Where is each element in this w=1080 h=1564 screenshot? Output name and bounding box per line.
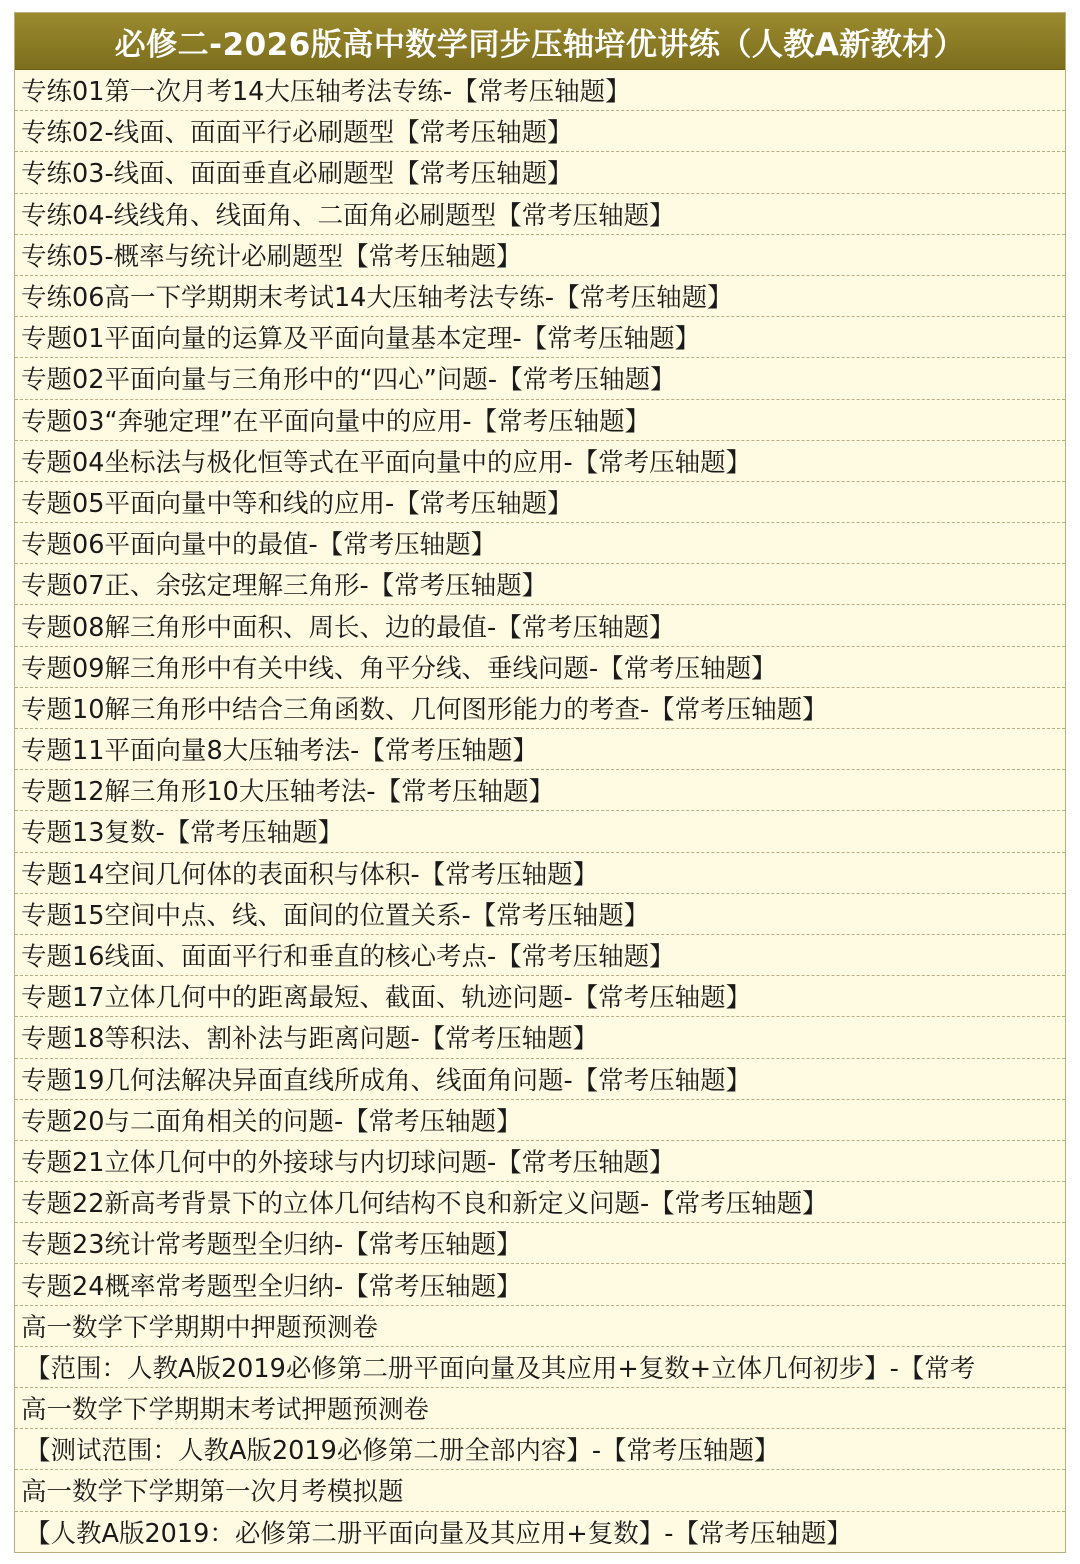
document-title: 必修二-2026版高中数学同步压轴培优讲练（人教A新教材） [15,13,1065,70]
list-item: 专题10解三角形中结合三角函数、几何图形能力的考查-【常考压轴题】 [15,688,1065,729]
list-item: 专题13复数-【常考压轴题】 [15,811,1065,852]
list-item: 高一数学下学期第一次月考模拟题 [15,1470,1065,1511]
list-item: 专题08解三角形中面积、周长、边的最值-【常考压轴题】 [15,605,1065,646]
list-item: 高一数学下学期期末考试押题预测卷 [15,1388,1065,1429]
list-item: 专题15空间中点、线、面间的位置关系-【常考压轴题】 [15,894,1065,935]
list-item: 【人教A版2019：必修第二册平面向量及其应用+复数】-【常考压轴题】 [25,1519,852,1550]
list-item: 专题01平面向量的运算及平面向量基本定理-【常考压轴题】 [15,317,1065,358]
list-item: 专题19几何法解决异面直线所成角、线面角问题-【常考压轴题】 [15,1059,1065,1100]
list-item: 专题03“奔驰定理”在平面向量中的应用-【常考压轴题】 [15,400,1065,441]
list-item: 专题06平面向量中的最值-【常考压轴题】 [15,523,1065,564]
list-item: 专题09解三角形中有关中线、角平分线、垂线问题-【常考压轴题】 [15,647,1065,688]
list-item: 专题22新高考背景下的立体几何结构不良和新定义问题-【常考压轴题】 [15,1182,1065,1223]
list-item: 高一数学下学期期中押题预测卷 [15,1306,1065,1347]
item-list [15,70,1065,1553]
list-item: 专题11平面向量8大压轴考法-【常考压轴题】 [15,729,1065,770]
list-item: 专题21立体几何中的外接球与内切球问题-【常考压轴题】 [15,1141,1065,1182]
list-item: 专题07正、余弦定理解三角形-【常考压轴题】 [15,564,1065,605]
list-item: 专题24概率常考题型全归纳-【常考压轴题】 [15,1264,1065,1305]
list-item: 专题12解三角形10大压轴考法-【常考压轴题】 [15,770,1065,811]
list-item: 专题16线面、面面平行和垂直的核心考点-【常考压轴题】 [15,935,1065,976]
list-item: 专练01第一次月考14大压轴考法专练-【常考压轴题】 [15,70,1065,111]
list-item: 专题04坐标法与极化恒等式在平面向量中的应用-【常考压轴题】 [15,441,1065,482]
list-item: 专练05-概率与统计必刷题型【常考压轴题】 [15,235,1065,276]
list-item: 专题02平面向量与三角形中的“四心”问题-【常考压轴题】 [15,358,1065,399]
list-item: 专练04-线线角、线面角、二面角必刷题型【常考压轴题】 [15,194,1065,235]
list-item: 专练03-线面、面面垂直必刷题型【常考压轴题】 [15,152,1065,193]
list-item: 专题17立体几何中的距离最短、截面、轨迹问题-【常考压轴题】 [15,976,1065,1017]
list-item: 专练06高一下学期期末考试14大压轴考法专练-【常考压轴题】 [15,276,1065,317]
list-item: 专题18等积法、割补法与距离问题-【常考压轴题】 [15,1017,1065,1058]
list-item: 专练02-线面、面面平行必刷题型【常考压轴题】 [15,111,1065,152]
document-sheet [14,12,1066,1553]
list-item: 【范围：人教A版2019必修第二册平面向量及其应用+复数+立体几何初步】-【常考 [15,1347,1065,1388]
list-item: 【测试范围：人教A版2019必修第二册全部内容】-【常考压轴题】 [15,1429,1065,1470]
list-item: 专题14空间几何体的表面积与体积-【常考压轴题】 [15,853,1065,894]
list-item: 专题23统计常考题型全归纳-【常考压轴题】 [15,1223,1065,1264]
list-item: 专题05平面向量中等和线的应用-【常考压轴题】 [15,482,1065,523]
list-item: 专题20与二面角相关的问题-【常考压轴题】 [15,1100,1065,1141]
